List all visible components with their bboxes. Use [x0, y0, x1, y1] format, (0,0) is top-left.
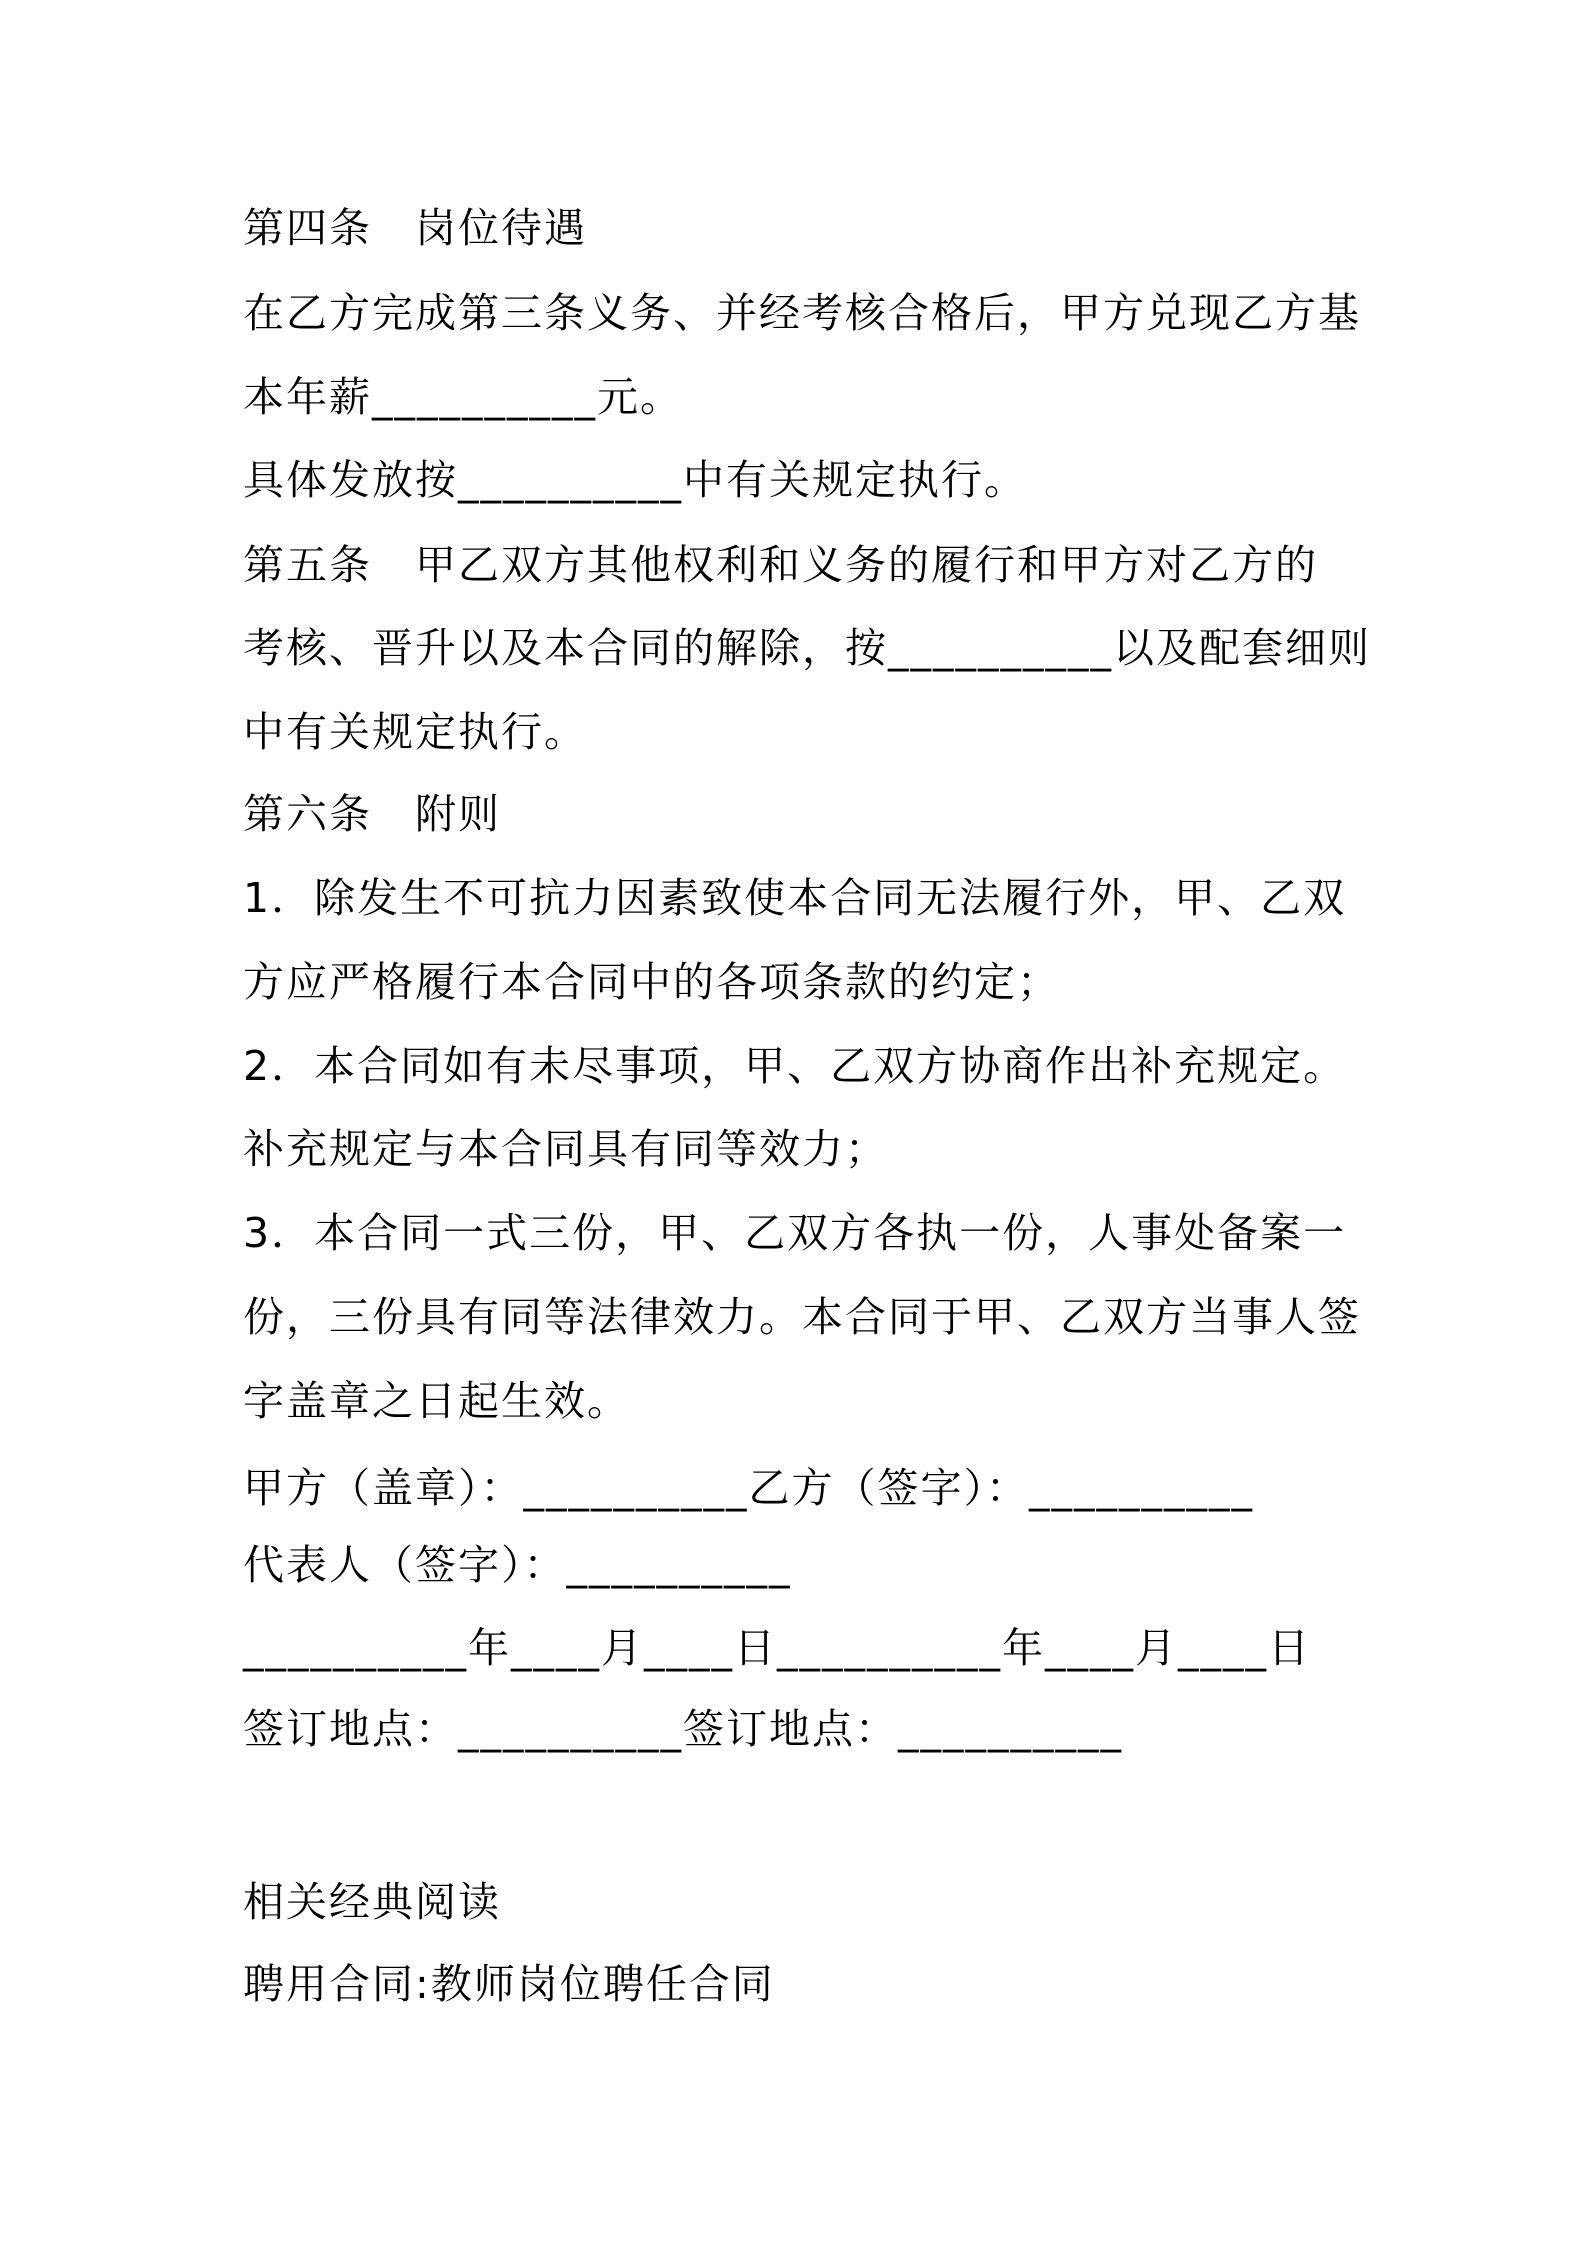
article-4-text-line-1: 在乙方完成第三条义务、并经考核合格后，甲方兑现乙方基 — [243, 289, 1361, 337]
related-reading-link[interactable]: 聘用合同:教师岗位聘任合同 — [243, 1960, 775, 2008]
article-5-text-line-2: 考核、晋升以及本合同的解除，按__________以及配套细则 — [243, 624, 1371, 672]
article-5-text-line-3: 中有关规定执行。 — [243, 708, 587, 756]
representative-line: 代表人（签字）：__________ — [243, 1541, 792, 1589]
clause-3-line-2: 份，三份具有同等法律效力。本合同于甲、乙双方当事人签 — [243, 1293, 1361, 1341]
clause-2-line-2: 补充规定与本合同具有同等效力； — [243, 1125, 888, 1173]
clause-1-line-2: 方应严格履行本合同中的各项条款的约定； — [243, 958, 1060, 1006]
article-6-heading: 第六条 附则 — [243, 790, 501, 838]
article-5-text-line-1: 第五条 甲乙双方其他权利和义务的履行和甲方对乙方的 — [243, 541, 1318, 589]
signing-location-line: 签订地点：__________签订地点：__________ — [243, 1705, 1123, 1753]
related-reading-heading: 相关经典阅读 — [243, 1878, 501, 1926]
article-4-heading: 第四条 岗位待遇 — [243, 204, 587, 252]
clause-3-line-1: 3．本合同一式三份，甲、乙双方各执一份，人事处备案一 — [243, 1209, 1347, 1257]
date-line: __________年____月____日__________年____月____日 — [243, 1624, 1311, 1672]
article-4-text-line-3: 具体发放按__________中有关规定执行。 — [243, 456, 1027, 504]
clause-1-line-1: 1．除发生不可抗力因素致使本合同无法履行外，甲、乙双 — [243, 874, 1347, 922]
clause-3-line-3: 字盖章之日起生效。 — [243, 1377, 630, 1425]
signature-parties-line: 甲方（盖章）：__________乙方（签字）：__________ — [243, 1464, 1254, 1512]
article-4-text-line-2: 本年薪__________元。 — [243, 373, 683, 421]
clause-2-line-1: 2．本合同如有未尽事项，甲、乙双方协商作出补充规定。 — [243, 1042, 1347, 1090]
